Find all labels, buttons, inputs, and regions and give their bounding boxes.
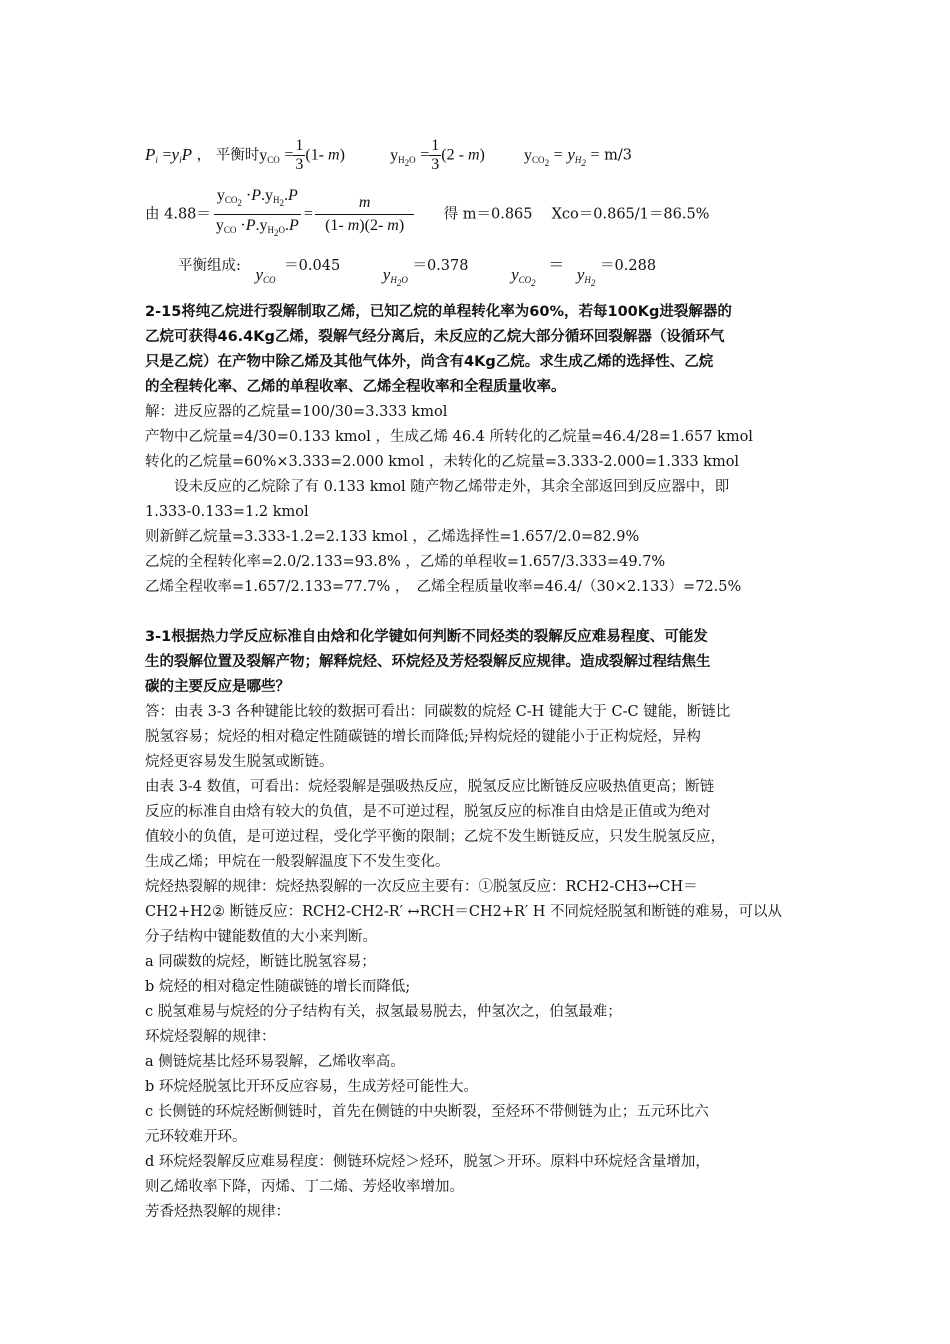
- q215-body-line: 乙烯全程收率=1.657/2.133=77.7% ， 乙烯全程质量收率=46.4/（30×2.133）=72.5%: [145, 579, 742, 595]
- q31-body-line: 值较小的负值，是可逆过程，受化学平衡的限制；乙烷不发生断链反应，只发生脱氢反应，: [145, 829, 725, 845]
- q215-body-line: 1.333-0.133=1.2 kmol: [145, 504, 309, 520]
- q31-body-line: CH2+H2② 断链反应：RCH2-CH2-R′ ↔RCH＝CH2+R′ H 不同烷烃脱氢和断链的难易，可以从: [145, 904, 783, 920]
- eq3-yh2o: ＝0.378: [412, 258, 469, 274]
- q31-body-line: 烷烃热裂解的规律：烷烃热裂解的一次反应主要有：①脱氢反应：RCH2-CH3↔CH＝: [145, 879, 698, 895]
- eq3-yco2: ＝0.288: [600, 258, 657, 274]
- q215-body-line: 转化的乙烷量=60%×3.333=2.000 kmol ，未转化的乙烷量=3.333-2.000=1.333 kmol: [145, 454, 740, 470]
- q31-body-line: 反应的标准自由焓有较大的负值，是不可逆过程，脱氢反应的标准自由焓是正值或为绝对: [145, 804, 711, 820]
- q31-body-line: c 长侧链的环烷烃断侧链时，首先在侧链的中央断裂，至烃环不带侧链为止；五元环比六: [145, 1104, 709, 1120]
- q31-body-line: 分子结构中键能数值的大小来判断。: [145, 929, 377, 945]
- q215-body-line: 乙烷的全程转化率=2.0/2.133=93.8% ，乙烯的单程收=1.657/3.333=49.7%: [145, 554, 666, 570]
- q215-body-line: 设未反应的乙烷除了有 0.133 kmol 随产物乙烯带走外，其余全部返回到反应器中，即: [145, 479, 730, 495]
- q31-body-line: 元环较难开环。: [145, 1129, 247, 1145]
- q31-body-line: 则乙烯收率下降，丙烯、丁二烯、芳烃收率增加。: [145, 1179, 464, 1195]
- equilibrium-equation-1: $P_i =y_iP$ ， 平衡时$y_{CO}$ = $\frac{1}{3}$ (1- m) $y_{H_2O}$ = $\frac{1}{3}$ (2 - m) $y_{CO_2} = y_{H_2} = m/3$: [145, 137, 632, 173]
- eq3-yco: ＝0.045: [284, 258, 341, 274]
- q31-body-line: 生成乙烯；甲烷在一般裂解温度下不发生变化。: [145, 854, 450, 870]
- q215-body-line: 解：进反应器的乙烷量=100/30=3.333 kmol: [145, 404, 448, 420]
- eq2-result: 得 m＝0.865 Xco＝0.865/1＝86.5%: [443, 206, 710, 223]
- eq1-label: 平衡时: [215, 147, 260, 164]
- q215-title-line: 只是乙烷）在产物中除乙烯及其他气体外，尚含有4Kg乙烷。求生成乙烯的选择性、乙烷: [145, 354, 714, 370]
- eq3-label: 平衡组成:: [178, 258, 241, 274]
- q31-body-line: 环烷烃裂解的规律：: [145, 1029, 276, 1045]
- equilibrium-composition: 平衡组成: $y_{CO} =0.045$ $y_{H_2O} =0.378$ $y_{CO_2} = y_{H_2} =0.288$: [178, 257, 657, 288]
- q31-body-line: b 烷烃的相对稳定性随碳链的增长而降低;: [145, 979, 411, 995]
- q31-body-line: 脱氢容易；烷烃的相对稳定性随碳链的增长而降低;异构烷烃的键能小于正构烷烃，异构: [145, 729, 701, 745]
- q215-title-line: 乙烷可获得46.4Kg乙烯，裂解气经分离后，未反应的乙烷大部分循环回裂解器（设循环气: [145, 329, 725, 345]
- eq1-m3: m/3: [604, 147, 632, 164]
- q31-body-line: 由表 3-4 数值，可看出：烷烃裂解是强吸热反应，脱氢反应比断链反应吸热值更高；断链: [145, 779, 715, 795]
- q31-body-line: b 环烷烃脱氢比开环反应容易，生成芳烃可能性大。: [145, 1079, 478, 1095]
- q215-body-line: 则新鲜乙烷量=3.333-1.2=2.133 kmol ，乙烯选择性=1.657/2.0=82.9%: [145, 529, 640, 545]
- equilibrium-equation-2: 由 4.88＝ $\frac{y_{CO_2} \cdot P.y_{H_2}.P}{y_{CO} \cdot P.y_{H_2O}.P}$ = $\frac{m}{(1- m)(2- m)}$ 得 m＝0.865 Xco＝0.865/1＝86.5%: [145, 187, 710, 238]
- q215-title-line: 2-15将纯乙烷进行裂解制取乙烯，已知乙烷的单程转化率为60%，若每100Kg进裂解器的: [145, 304, 732, 320]
- q31-body-line: a 同碳数的烷烃，断链比脱氢容易；: [145, 954, 376, 970]
- q31-body-line: c 脱氢难易与烷烃的分子结构有关，叔氢最易脱去，仲氢次之，伯氢最难；: [145, 1004, 622, 1020]
- eq2-prefix: 由 4.88＝: [145, 206, 211, 223]
- q31-body-line: 答：由表 3-3 各种键能比较的数据可看出：同碳数的烷烃 C-H 键能大于 C-C 键能，断链比: [145, 704, 731, 720]
- q215-body-line: 产物中乙烷量=4/30=0.133 kmol ，生成乙烯 46.4 所转化的乙烷量=46.4/28=1.657 kmol: [145, 429, 753, 445]
- q31-body-line: 芳香烃热裂解的规律：: [145, 1204, 290, 1220]
- q31-title-line: 碳的主要反应是哪些？: [145, 679, 290, 695]
- q31-body-line: 烷烃更容易发生脱氢或断链。: [145, 754, 334, 770]
- q31-title-line: 3-1根据热力学反应标准自由焓和化学键如何判断不同烃类的裂解反应难易程度、可能发: [145, 629, 708, 645]
- q31-title-line: 生的裂解位置及裂解产物；解释烷烃、环烷烃及芳烃裂解反应规律。造成裂解过程结焦生: [145, 654, 711, 670]
- q31-body-line: a 侧链烷基比烃环易裂解，乙烯收率高。: [145, 1054, 405, 1070]
- q215-title-line: 的全程转化率、乙烯的单程收率、乙烯全程收率和全程质量收率。: [145, 379, 566, 395]
- q31-body-line: d 环烷烃裂解反应难易程度：侧链环烷烃＞烃环，脱氢＞开环。原料中环烷烃含量增加，: [145, 1154, 710, 1170]
